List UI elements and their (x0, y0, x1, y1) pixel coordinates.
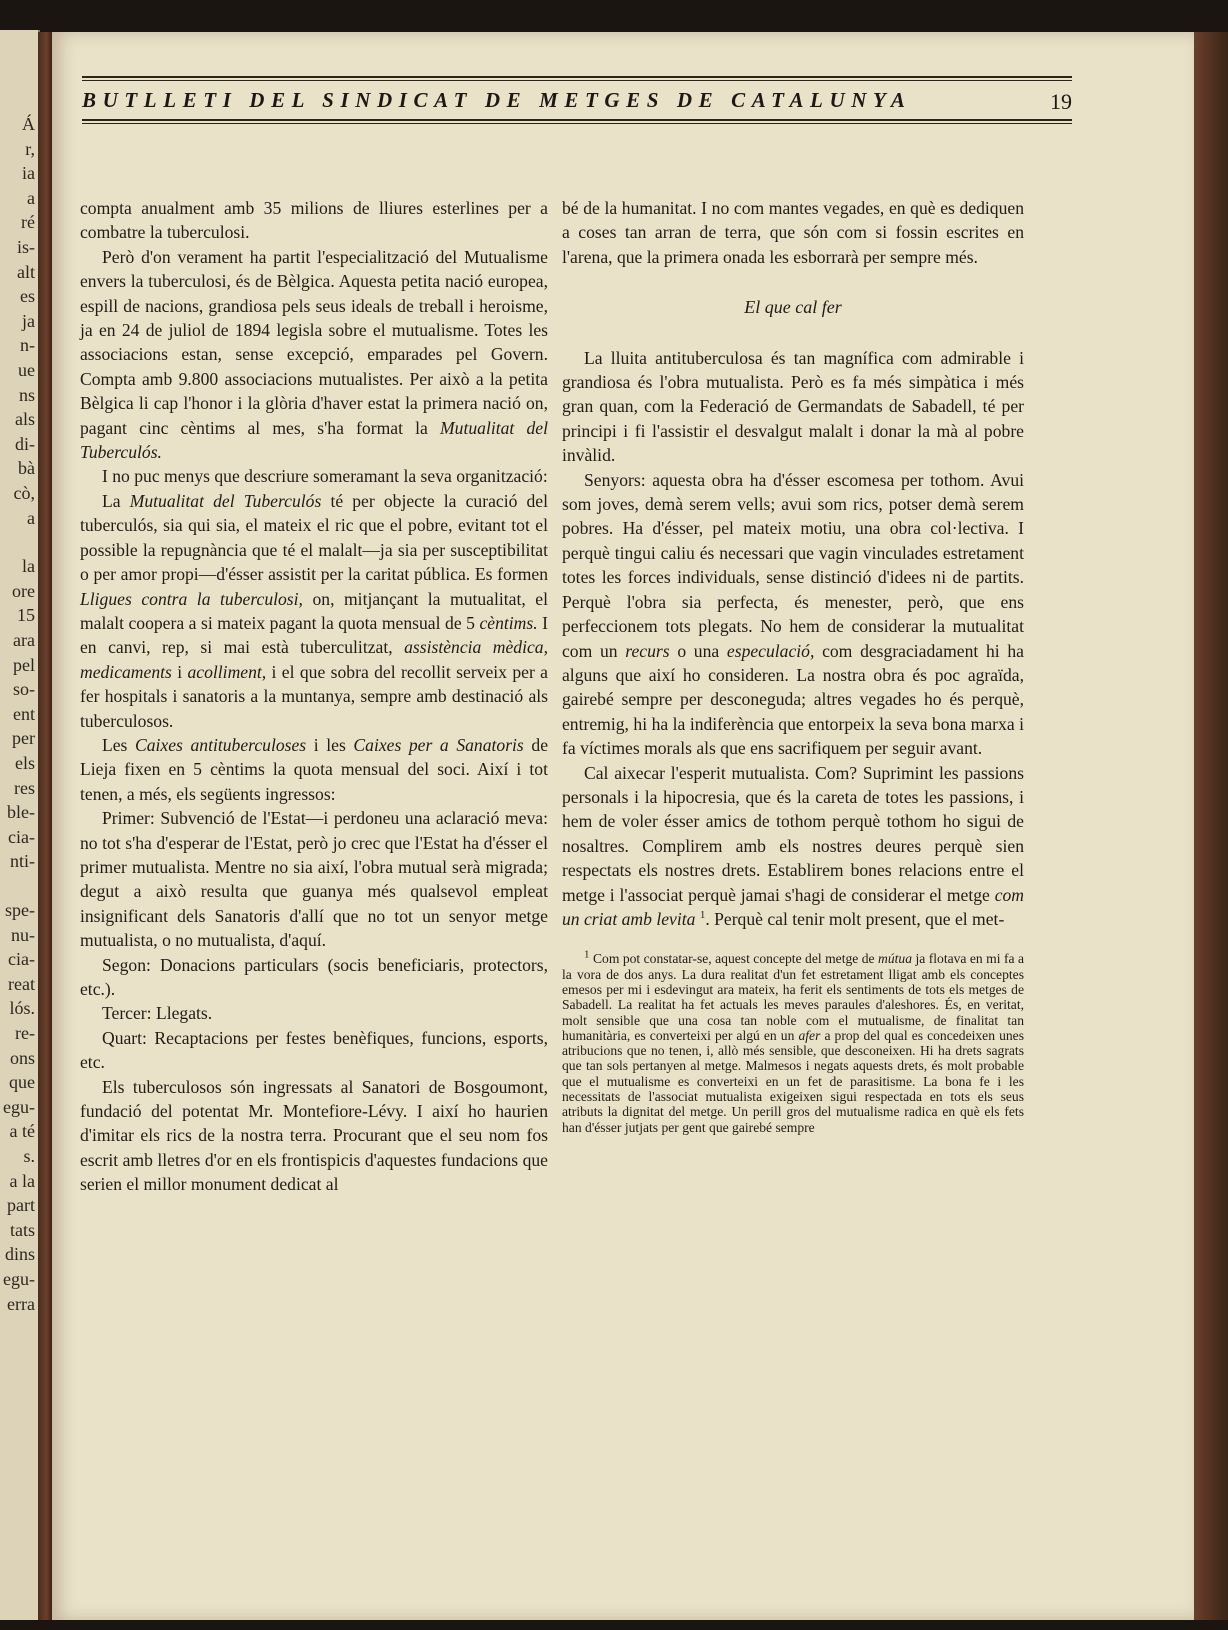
previous-page-text-fragment: n- (20, 335, 35, 356)
previous-page-text-fragment: ns (18, 384, 35, 405)
header-rule-top (82, 76, 1072, 78)
left-column (80, 196, 548, 1197)
paragraph: Tercer: Llegats. (102, 1003, 213, 1024)
paragraph: I no puc menys que descriure someramant la seva organització: (102, 466, 548, 487)
previous-page-text-fragment: ara (13, 630, 35, 650)
paragraph: Primer: Subvenció de l'Estat—i perdoneu una aclaració meva: no tot s'ha d'esperar de l'Estat, però jo crec que l'Estat ha d'ésser el primer mutualista. Mentre no sia així, l'obra mutual serà migrada; degut a això resulta que guanya més qualsevol empleat insignificant dels Sanatoris d'allí que no tot un senyor metge mutualista, o no mutualista, d'aquí. (80, 808, 548, 951)
paragraph: Cal aixecar l'esperit mutualista. Com? Suprimint les passions personals i la hipocresia, que és la careta de totes les passions, i hem de voler ésser amics de tothom perquè tothom ho sigui de nosaltres. Complirem amb els nostres deures perquè sien respectats els nostres drets. Establirem bones relacions entre el metge i l'associat perquè jamai s'hagi de considerar el metge com un criat amb levita $^1$. Perquè cal tenir molt present, que el met- (562, 762, 1024, 929)
previous-page-text-fragment: cia- (8, 826, 35, 847)
page-number: 19 (1050, 89, 1072, 114)
previous-page-text-fragment: lós. (9, 998, 35, 1019)
previous-page-text-fragment: is- (17, 237, 35, 257)
previous-page-text-fragment: a (27, 187, 35, 208)
previous-page-text-fragment: els (15, 753, 35, 773)
previous-page-text-fragment: ore (12, 580, 35, 601)
paragraph: Quart: Recaptacions per festes benèfiques, funcions, esports, etc. (80, 1027, 548, 1073)
previous-page-text-fragment: bà (18, 458, 35, 479)
previous-page-text-fragment: erra (7, 1293, 35, 1314)
header-rule-top-thin (82, 80, 1072, 81)
previous-page-text-fragment: r, (25, 138, 35, 159)
paragraph: La lluita antituberculosa és tan magnífica com admirable i grandiosa és l'obra mutualista. Però es fa més simpàtica i més gran quan, com la Federació de Germandats de Sabadell, té per principi i fi l'assistir el desvalgut malalt i donar la mà al pobre invàlid. (562, 347, 1024, 466)
running-head-title: BUTLLETI DEL SINDICAT DE METGES DE CATALUNYA (82, 88, 912, 112)
previous-page-text-fragment: per (12, 728, 35, 749)
paragraph: La Mutualitat del Tuberculós té per objecte la curació del tuberculós, sia qui sia, el mateix el ric que el pobre, evitant tot el possible la repugnància que té el malalt—ja sia per susceptibilitat o per amor propi—d'ésser assistit per la caritat pública. Es formen Lligues contra la tuberculosi, on, mitjançant la mutualitat, el malalt coopera a si mateix pagant la quota mensual de 5 cèntims. I en canvi, rep, si mai està tuberculitzat, assistència mèdica, medicaments i acolliment, i el que sobra del recollit serveix per a fer hospitals i sanatoris a la muntanya, sempre amb destinació als tuberculosos. (80, 490, 549, 731)
previous-page-text-fragment: reat (8, 973, 35, 994)
right-column (562, 196, 1024, 1135)
previous-page-text-fragment: que (9, 1072, 35, 1093)
previous-page-text-fragment: 15 (17, 605, 35, 626)
previous-page-text-fragment: nu- (11, 924, 35, 945)
footnote: $^1$ Com pot constatar-se, aquest concepte del metge de mútua ja flotava en mi fa a la vora de dos anys. La dura realitat d'un fet estretament lligat amb els conceptes emesos per mi i esdevingut ara mateix, ha ferit els sentiments de tots els metges de Sabadell. La realitat ha fet actuals les meves paraules d'aleshores. És, en veritat, molt sensible que una cosa tan noble com el mutualisme, de finalitat tan humanitària, es converteixi per algú en un afer a prop del qual es concedeixen unes atribucions que no tenen, i, allò més sensible, que desconeixen. Hi ha drets sagrats que tan sols pertanyen al metge. Malmesos i negats aquests drets, és molt probable que el mutualisme es converteixi en un fet de parasitisme. La bona fe i les necessitats de l'associat mutualista exigeixen sigui respectada en tots els seus atributs la dignitat del metge. Un perill gros del mutualisme radica en què els fets han d'ésser jutjats per gent que gairebé sempre (562, 948, 1025, 1135)
paragraph: Però d'on verament ha partit l'especialització del Mutualisme envers la tuberculosi, és de Bèlgica. Aquesta petita nació europea, espill de nacions, grandiosa pels seus ideals de treball i heroisme, ja en 24 de juliol de 1894 legisla sobre el mutualisme. Totes les associacions estan, sense excepció, emparades pel Govern. Compta amb 9.800 associacions mutualistes. Per això a la petita Bèlgica li cap l'honor i la glòria d'haver estat la primera nació on, pagant cinc cèntims al mes, s'ha format la Mutualitat del Tuberculós. (80, 246, 548, 463)
paragraph: compta anualment amb 35 milions de lliures esterlines per a combatre la tuberculosi. (80, 198, 548, 243)
previous-page-text-fragment: cò, (13, 483, 35, 503)
previous-page-text-fragment: pel (13, 654, 35, 675)
previous-page-text-fragment: tats (10, 1219, 35, 1240)
previous-page-text-fragment: re- (15, 1023, 35, 1043)
paragraph: Els tuberculosos són ingressats al Sanatori de Bosgoumont, fundació del potentat Mr. Montefiore-Lévy. I així ho haurien d'imitar els rics de la nostra terra. Procurant que el seu nom fos escrit amb lletres d'or en els frontispicis d'aquestes fundacions que serien el millor monument dedicat al (80, 1076, 548, 1195)
previous-page-text-fragment: ue (18, 360, 35, 380)
previous-page-edge (0, 30, 40, 1620)
footnote-marker: 1 (584, 948, 590, 961)
previous-page-text-fragment: ons (9, 1047, 35, 1068)
footnote-reference: 1 (699, 909, 706, 922)
previous-page-text-fragment: s. (23, 1146, 35, 1166)
previous-page-text-fragment: so- (13, 679, 35, 700)
previous-page-text-fragment: a (27, 507, 35, 528)
previous-page-text-fragment: egu- (3, 1269, 35, 1289)
header-rule-bottom (82, 119, 1072, 121)
previous-page-text-fragment: als (15, 409, 35, 430)
header-rule-bottom-thin (82, 123, 1072, 124)
previous-page-text-fragment: cia- (8, 949, 35, 970)
previous-page-text-fragment: ia (22, 163, 35, 184)
previous-page-text-fragment: ble- (7, 802, 35, 823)
paragraph: bé de la humanitat. I no com mantes vegades, en què es dediquen a coses tan arran de terra, que són com si fossin escrites en l'arena, que la primera onada les esborrarà per sempre més. (562, 198, 1024, 267)
previous-page-text-fragment: nti- (10, 851, 35, 872)
book-binding (38, 32, 52, 1620)
previous-page-text-fragment: a la (9, 1170, 35, 1191)
previous-page-text-fragment: part (7, 1195, 35, 1216)
paragraph: Senyors: aquesta obra ha d'ésser escomesa per tothom. Avui som joves, demà serem vells; avui som rics, potser demà serem pobres. Ha d'ésser, pel mateix motiu, una obra col·lectiva. I perquè tingui caliu és necessari que vagin vinculades estretament totes les forces individuals, sense distinció d'idees ni de partits. Perquè l'obra sia perfecta, és menester, però, que ens perfeccionem tots plegats. No hem de considerar la mutualitat com un recurs o una especulació, com desgraciadament hi ha alguns que així ho consideren. La nostra obra és poc agraïda, gairebé sempre per desconeguda; altres vegades ho és perquè, entremig, hi ha la indiferència que entorpeix la seva bona marxa i fa víctimes morals als que ens sacrifiquem per seguir avant. (562, 469, 1024, 759)
paragraph: Segon: Donacions particulars (socis beneficiaris, protectors, etc.). (80, 954, 548, 999)
previous-page-text-fragment: la (22, 556, 35, 577)
paragraph: Les Caixes antituberculoses i les Caixes per a Sanatoris de Lieja fixen en 5 cèntims la quota mensual del soci. Així i tot tenen, a més, els següents ingressos: (80, 734, 549, 804)
previous-page-text-fragment: alt (17, 261, 35, 282)
previous-page-text-fragment: a té (9, 1121, 35, 1142)
previous-page-text-fragment: ent (13, 703, 35, 724)
previous-page-text-fragment: ja (22, 310, 35, 331)
previous-page-text-fragment: Á (22, 114, 35, 134)
previous-page-text-fragment: ré (21, 212, 35, 233)
running-header (82, 74, 1072, 126)
previous-page-text-fragment: dins (4, 1244, 35, 1265)
previous-page-text-fragment: spe- (5, 900, 35, 920)
previous-page-text-fragment: es (20, 286, 35, 307)
previous-page-text-fragment: egu- (3, 1096, 35, 1117)
book-cover-edge (1194, 32, 1228, 1620)
previous-page-text-fragment: res (14, 777, 35, 798)
section-heading: El que cal fer (744, 297, 842, 318)
previous-page-text-fragment: di- (15, 433, 35, 454)
